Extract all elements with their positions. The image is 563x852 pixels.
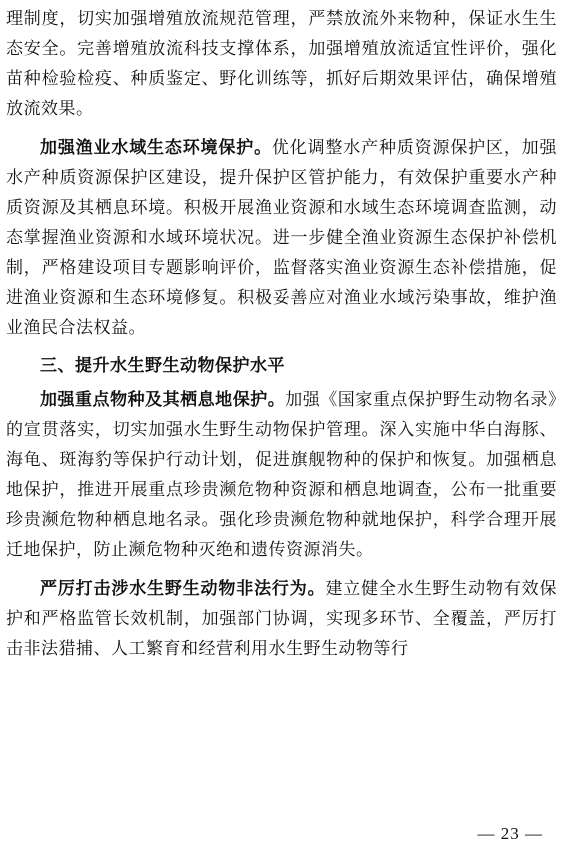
paragraph-lead-illegal: 严厉打击涉水生野生动物非法行为。	[40, 579, 326, 599]
paragraph-body-illegal: 建立健全水生野生动物有效保护和严格监管长效机制，加强部门协调，实现多环节、全覆盖，严厉打击非法猎捕、人工繁育和经营利用水生野生动物等行	[6, 579, 558, 659]
paragraph-key-species	[6, 385, 557, 565]
paragraph-release-continuation: 理制度，切实加强增殖放流规范管理，严禁放流外来物种，保证水生生态安全。完善增殖放流科技支撑体系，加强增殖放流适宜性评价，强化苗种检验检疫、种质鉴定、野化训练等，抓好后期效果评估，确保增殖放流效果。	[6, 9, 557, 119]
page-number: — 23 —	[477, 824, 543, 843]
paragraph-lead-species: 加强重点物种及其栖息地保护。	[40, 390, 286, 410]
paragraph-illegal-activity	[6, 574, 557, 664]
section-heading: 三、提升水生野生动物保护水平	[40, 356, 285, 376]
paragraph-fishery-habitat	[6, 133, 557, 343]
paragraph-body-fishery: 优化调整水产种质资源保护区，加强水产种质资源保护区建设，提升保护区管护能力，有效保护重要水产种质资源及其栖息环境。积极开展渔业资源和水域生态环境调查监测，动态掌握渔业资源和水域环境状况。进一步健全渔业资源生态保护补偿机制，严格建设项目专题影响评价，监督落实渔业资源生态补偿措施，促进渔业资源和生态环境修复。积极妥善应对渔业水域污染事故，维护渔业渔民合法权益。	[6, 138, 558, 338]
paragraph-body-species: 加强《国家重点保护野生动物名录》的宣贯落实，切实加强水生野生动物保护管理。深入实施中华白海豚、海龟、斑海豹等保护行动计划，促进旗舰物种的保护和恢复。加强栖息地保护，推进开展重点珍贵濒危物种资源和栖息地调查，公布一批重要珍贵濒危物种栖息地名录。强化珍贵濒危物种就地保护，科学合理开展迁地保护，防止濒危物种灭绝和遗传资源消失。	[6, 390, 558, 560]
paragraph-lead-fishery: 加强渔业水域生态环境保护。	[40, 138, 272, 158]
